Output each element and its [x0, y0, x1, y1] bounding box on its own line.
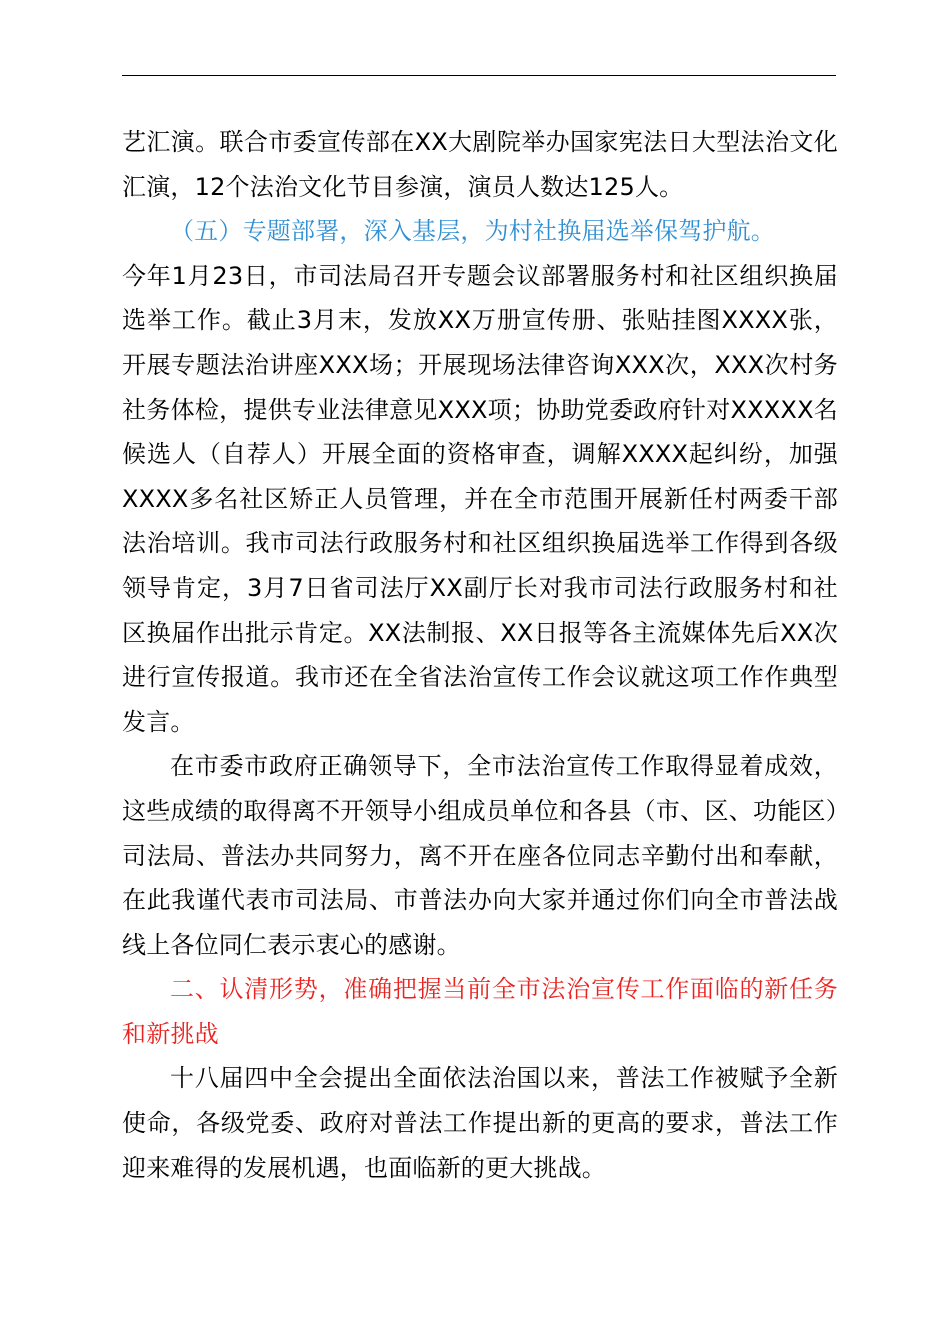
- document-body: [122, 120, 838, 1190]
- paragraph-text: 十八届四中全会提出全面依法治国以来，普法工作被赋予全新使命，各级党委、政府对普法工作提出新的更高的要求，普法工作迎来难得的发展机遇，也面临新的更大挑战。: [122, 1064, 838, 1182]
- paragraph-text: 今年1月23日，市司法局召开专题会议部署服务村和社区组织换届选举工作。截止3月末，发放XX万册宣传册、张贴挂图XXXX张，开展专题法治讲座XXX场；开展现场法律咨询XXX次，XXX次村务社务体检，提供专业法律意见XXX项；协助党委政府针对XXXXX名候选人（自荐人）开展全面的资格审查，调解XXXX起纠纷，加强XXXX多名社区矫正人员管理，并在全市范围开展新任村两委干部法治培训。我市司法行政服务村和社区组织换届选举工作得到各级领导肯定，3月7日省司法厅XX副厅长对我市司法行政服务村和社区换届作出批示肯定。XX法制报、XX日报等各主流媒体先后XX次进行宣传报道。我市还在全省法治宣传工作会议就这项工作作典型发言。: [122, 261, 838, 736]
- paragraph-situation: [122, 1056, 838, 1190]
- paragraph-text: 在市委市政府正确领导下，全市法治宣传工作取得显着成效，这些成绩的取得离不开领导小组成员单位和各县（市、区、功能区）司法局、普法办共同努力，离不开在座各位同志辛勤付出和奉献，在此我谨代表市司法局、市普法办向大家并通过你们向全市普法战线上各位同仁表示衷心的感谢。: [122, 752, 838, 959]
- subsection-heading: （五）专题部署，深入基层，为村社换届选举保驾护航。: [170, 217, 775, 246]
- section-heading-two: [122, 967, 838, 1056]
- paragraph-subsection-five: [122, 209, 838, 744]
- paragraph-text: 艺汇演。联合市委宣传部在XX大剧院举办国家宪法日大型法治文化汇演，12个法治文化节目参演，演员人数达125人。: [122, 128, 838, 201]
- header-rule: [122, 75, 836, 76]
- paragraph-continuation: [122, 120, 838, 209]
- paragraph-acknowledgement: [122, 744, 838, 967]
- section-heading-text: 二、认清形势，准确把握当前全市法治宣传工作面临的新任务和新挑战: [122, 975, 838, 1048]
